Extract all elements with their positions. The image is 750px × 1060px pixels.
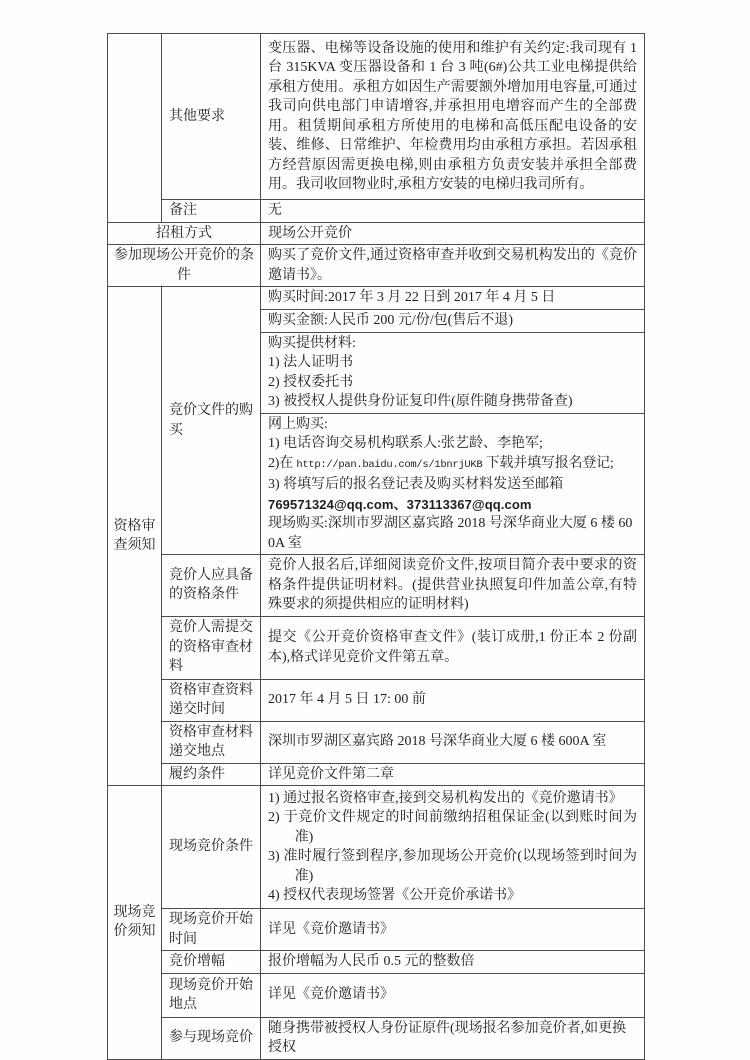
- row-other-requirements: [108, 34, 645, 200]
- qualification-conditions-content: 竞价人报名后,详细阅读竞价文件,按项目简介表中要求的资格条件提供证明材料。(提供营业执照复印件加盖公章,有特殊要求的须提供相应的证明材料): [261, 555, 645, 617]
- row-qualification-conditions: [108, 555, 645, 617]
- online-purchase-content: [261, 413, 645, 555]
- row-submit-place: [108, 721, 645, 763]
- section-cell-empty: [108, 34, 162, 223]
- list-item: 3) 准时履行签到程序,参加现场公开竞价(以现场签到时间为准): [268, 849, 637, 884]
- onsite-start-place-content: 详见《竞价邀请书》: [261, 973, 645, 1017]
- onsite-participation-content: 随身携带被授权人身份证原件(现场报名参加竞价者,如更换授权: [261, 1017, 645, 1059]
- review-materials-label: 竞价人需提交的资格审查材料: [162, 616, 261, 679]
- text-line: 2) 授权委托书: [268, 374, 354, 390]
- row-review-materials: [108, 616, 645, 679]
- text-line: [268, 454, 637, 476]
- row-onsite-participation: [108, 1017, 645, 1059]
- other-requirements-label: 其他要求: [162, 34, 261, 200]
- other-requirements-content: 变压器、电梯等设备设施的使用和维护有关约定:我司现有 1 台 315KVA 变压器设备和 1 台 3 吨(6#)公共工业电梯提供给承租方使用。承租方如因生产需要额外增加用电容量,可通过我司向供电部门申请增容,并承担用电增容而产生的全部费用。租赁期间承租方所使用的电梯和高低压配电设备的安装、维修、日常维护、年检费用均由承租方承担。若因承租方经营原因需更换电梯,则由承租方负责安装并承担全部费用。我司收回物业时,承租方安装的电梯归我司所有。: [261, 34, 645, 200]
- list-item: 1) 通过报名资格审查,接到交易机构发出的《竞价邀请书》: [268, 790, 623, 806]
- review-materials-content: 提交《公开竞价资格审查文件》(装订成册,1 份正本 2 份副本),格式详见竞价文件第五章。: [261, 616, 645, 679]
- submit-time-content: 2017 年 4 月 5 日 17: 00 前: [261, 679, 645, 721]
- text-line: 网上购买:: [268, 416, 328, 432]
- bidding-notice-table: [107, 33, 645, 1060]
- performance-condition-label: 履约条件: [162, 763, 261, 786]
- row-purchase-time: [108, 287, 645, 310]
- text-line: 1) 法人证明书: [268, 355, 354, 370]
- participation-condition-content: 购买了竞价文件,通过资格审查并收到交易机构发出的《竞价邀请书》。: [261, 245, 645, 287]
- purchase-amount-content: 购买金额:人民币 200 元/份/包(售后不退): [261, 310, 645, 333]
- onsite-start-time-content: 详见《竞价邀请书》: [261, 909, 645, 951]
- text-line: 1) 电话咨询交易机构联系人:张艺龄、李艳军;: [268, 436, 543, 451]
- participation-condition-label: 参加现场公开竞价的条件: [108, 245, 261, 287]
- onsite-section-label: 现场竞价须知: [108, 786, 162, 1060]
- submit-place-label: 资格审查材料递交地点: [162, 721, 261, 763]
- row-submit-time: [108, 679, 645, 721]
- bid-increment-label: 竞价增幅: [162, 951, 261, 974]
- row-rental-method: [108, 222, 645, 245]
- onsite-conditions-content: [261, 786, 645, 909]
- rental-method-label: 招租方式: [108, 222, 261, 245]
- bid-increment-content: 报价增幅为人民币 0.5 元的整数倍: [261, 951, 645, 974]
- doc-purchase-label: 竞价文件的购买: [162, 287, 261, 555]
- row-bid-increment: [108, 951, 645, 974]
- row-onsite-start-place: [108, 973, 645, 1017]
- text-line: 3) 被授权人提供身份证复印件(原件随身携带备查): [268, 394, 573, 409]
- text-line: 3) 将填写后的报名登记表及购买材料发送至邮箱: [268, 477, 564, 492]
- purchase-materials-content: [261, 332, 645, 413]
- submit-time-label: 资格审查资料递交时间: [162, 679, 261, 721]
- performance-condition-content: 详见竞价文件第二章: [261, 763, 645, 786]
- text-segment: 2)在: [268, 455, 297, 471]
- email-addresses: 769571324@qq.com、373113367@qq.com: [268, 496, 532, 512]
- row-onsite-start-time: [108, 909, 645, 951]
- qualification-conditions-label: 竞价人应具备的资格条件: [162, 555, 261, 617]
- submit-place-content: 深圳市罗湖区嘉宾路 2018 号深华商业大厦 6 楼 600A 室: [261, 721, 645, 763]
- rental-method-content: 现场公开竞价: [261, 222, 645, 245]
- onsite-participation-label: 参与现场竞价: [162, 1017, 261, 1059]
- onsite-conditions-label: 现场竞价条件: [162, 786, 261, 909]
- row-onsite-conditions: [108, 786, 645, 909]
- onsite-start-place-label: 现场竞价开始地点: [162, 973, 261, 1017]
- purchase-time-content: 购买时间:2017 年 3 月 22 日到 2017 年 4 月 5 日: [261, 287, 645, 310]
- text-line: 购买提供材料:: [268, 335, 356, 351]
- text-segment: 下载并填写报名登记;: [482, 455, 614, 471]
- row-participation-condition: [108, 245, 645, 287]
- download-url: http://pan.baidu.com/s/1bnrjUKB: [296, 458, 483, 471]
- remarks-label: 备注: [162, 200, 261, 223]
- row-performance-condition: [108, 763, 645, 786]
- qualification-section-label: 资格审查须知: [108, 287, 162, 786]
- remarks-content: 无: [261, 200, 645, 223]
- row-remarks: [108, 200, 645, 223]
- list-item: 2) 于竞价文件规定的时间前缴纳招租保证金(以到账时间为准): [268, 810, 637, 845]
- list-item: 4) 授权代表现场签署《公开竞价承诺书》: [268, 888, 522, 903]
- text-line: 现场购买:深圳市罗湖区嘉宾路 2018 号深华商业大厦 6 楼 600A 室: [268, 516, 633, 551]
- onsite-start-time-label: 现场竞价开始时间: [162, 909, 261, 951]
